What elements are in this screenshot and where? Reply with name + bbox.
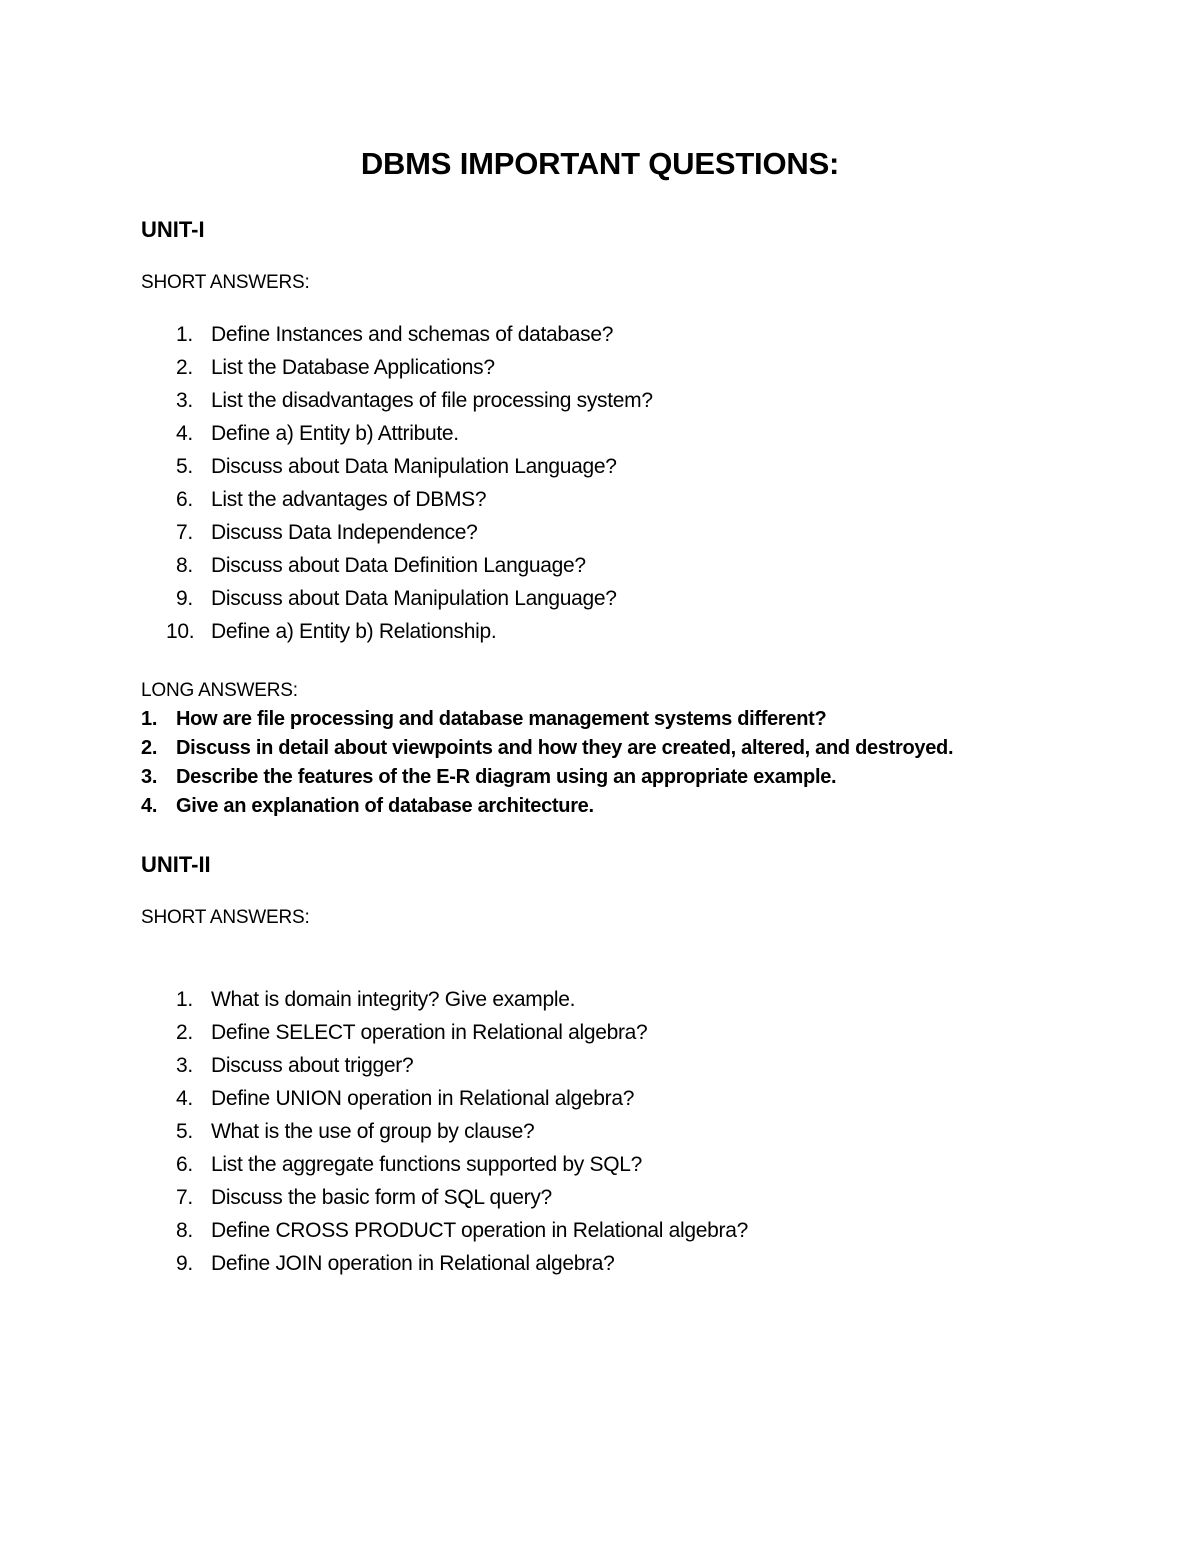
item-text: Discuss Data Independence? [211, 521, 478, 544]
item-number: 2. [176, 1021, 193, 1044]
item-number: 3. [141, 766, 158, 788]
list-item [141, 483, 487, 516]
unit-1-short-answers-heading: SHORT ANSWERS: [141, 272, 310, 293]
list-item [141, 792, 594, 821]
item-number: 1. [141, 708, 158, 730]
item-text: Define UNION operation in Relational algebra? [211, 1087, 635, 1110]
list-item [141, 1082, 635, 1115]
list-item [141, 763, 837, 792]
item-number: 2. [176, 356, 193, 379]
page-title: DBMS IMPORTANT QUESTIONS: [360, 146, 840, 181]
item-number: 3. [176, 389, 193, 412]
unit-1-long-questions-list [141, 705, 954, 821]
list-item [141, 1148, 642, 1181]
item-text: Define a) Entity b) Attribute. [211, 422, 459, 445]
unit-2-short-answers-heading: SHORT ANSWERS: [141, 907, 310, 928]
unit-1-long-answers-heading: LONG ANSWERS: [141, 680, 298, 701]
item-number: 5. [176, 1120, 193, 1143]
item-number: 4. [176, 422, 193, 445]
item-text: List the disadvantages of file processing system? [211, 389, 653, 412]
item-number: 10. [166, 620, 195, 643]
list-item [141, 705, 827, 734]
item-text: Define CROSS PRODUCT operation in Relational algebra? [211, 1219, 748, 1242]
list-item [141, 582, 617, 615]
item-text: Describe the features of the E-R diagram using an appropriate example. [176, 766, 837, 788]
item-text: Define a) Entity b) Relationship. [211, 620, 497, 643]
unit-2-short-questions-list [141, 983, 748, 1280]
unit-1-heading: UNIT-I [141, 217, 205, 242]
list-item [141, 417, 459, 450]
item-text: Define Instances and schemas of database? [211, 323, 614, 346]
unit-2-heading: UNIT-II [141, 852, 211, 877]
item-number: 3. [176, 1054, 193, 1077]
item-text: Give an explanation of database architecture. [176, 795, 594, 817]
item-number: 4. [141, 795, 158, 817]
item-number: 1. [176, 323, 193, 346]
list-item [141, 1247, 615, 1280]
list-item [141, 734, 954, 763]
item-text: How are file processing and database management systems different? [176, 708, 827, 730]
item-text: List the Database Applications? [211, 356, 495, 379]
item-text: List the aggregate functions supported by SQL? [211, 1153, 642, 1176]
item-text: Define SELECT operation in Relational algebra? [211, 1021, 648, 1044]
unit-1-short-questions-list [141, 318, 653, 648]
item-number: 7. [176, 521, 193, 544]
list-item [141, 318, 614, 351]
item-number: 8. [176, 1219, 193, 1242]
list-item [141, 384, 653, 417]
item-text: List the advantages of DBMS? [211, 488, 487, 511]
item-number: 5. [176, 455, 193, 478]
item-number: 1. [176, 988, 193, 1011]
item-text: Discuss about trigger? [211, 1054, 414, 1077]
list-item [141, 1214, 748, 1247]
item-text: Discuss about Data Manipulation Language? [211, 455, 617, 478]
item-text: Discuss in detail about viewpoints and how they are created, altered, and destroyed. [176, 737, 954, 759]
item-text: Discuss about Data Definition Language? [211, 554, 586, 577]
item-text: Define JOIN operation in Relational algebra? [211, 1252, 615, 1275]
list-item [141, 516, 478, 549]
item-text: Discuss the basic form of SQL query? [211, 1186, 552, 1209]
list-item [141, 615, 497, 648]
item-number: 8. [176, 554, 193, 577]
item-text: Discuss about Data Manipulation Language? [211, 587, 617, 610]
item-number: 7. [176, 1186, 193, 1209]
list-item [141, 1049, 414, 1082]
item-text: What is domain integrity? Give example. [211, 988, 576, 1011]
list-item [141, 1181, 552, 1214]
list-item [141, 351, 495, 384]
item-number: 6. [176, 488, 193, 511]
item-text: What is the use of group by clause? [211, 1120, 535, 1143]
item-number: 9. [176, 587, 193, 610]
item-number: 6. [176, 1153, 193, 1176]
list-item [141, 983, 576, 1016]
item-number: 4. [176, 1087, 193, 1110]
list-item [141, 1115, 535, 1148]
item-number: 9. [176, 1252, 193, 1275]
list-item [141, 1016, 648, 1049]
item-number: 2. [141, 737, 158, 759]
list-item [141, 450, 617, 483]
list-item [141, 549, 586, 582]
